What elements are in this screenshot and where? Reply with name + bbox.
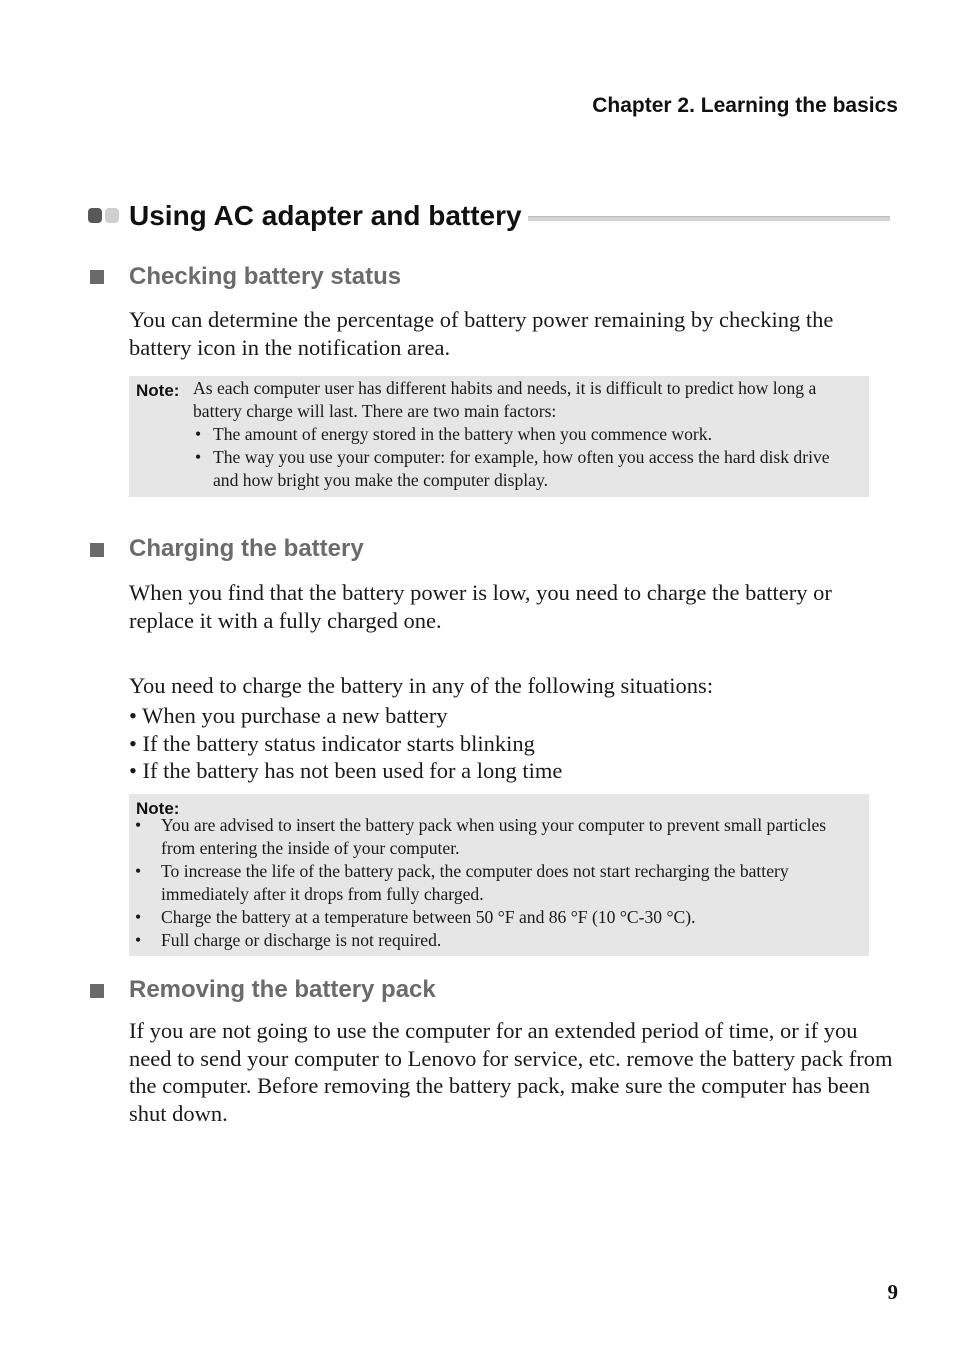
section-title: Using AC adapter and battery	[129, 200, 522, 231]
list-item: • If the battery has not been used for a long time	[129, 757, 899, 785]
note-item: • Charge the battery at a temperature between 50 °F and 86 °F (10 °C-30 °C).	[129, 906, 864, 929]
note-item: • Full charge or discharge is not required.	[129, 929, 864, 952]
list-item: • If the battery status indicator starts blinking	[129, 730, 899, 758]
list-item: • When you purchase a new battery	[129, 702, 899, 730]
subheading-removing: Removing the battery pack	[129, 976, 436, 1003]
square-bullet-icon	[90, 543, 104, 557]
note-label: Note:	[136, 381, 180, 400]
note-item: • The way you use your computer: for example, how often you access the hard disk drive and how bright you make the computer display.	[193, 446, 857, 492]
subheading-checking: Checking battery status	[129, 263, 402, 290]
square-bullet-icon	[90, 984, 104, 998]
charging-body: When you find that the battery power is low, you need to charge the battery or replace it with a fully charged one.	[129, 580, 832, 633]
note-label: Note:	[136, 799, 180, 818]
checking-body: You can determine the percentage of battery power remaining by checking the battery icon in the notification area.	[129, 307, 834, 360]
situations-list	[129, 702, 899, 785]
title-rule	[528, 216, 890, 221]
removing-body: If you are not going to use the computer for an extended period of time, or if you need to send your computer to Lenovo for service, etc. remove the battery pack from the computer. Before removing the battery pack, make sure the computer has been shut down.	[129, 1018, 893, 1126]
note-item: • You are advised to insert the battery pack when using your computer to prevent small particles from entering the inside of your computer.	[129, 814, 864, 860]
note-item: • The amount of energy stored in the battery when you commence work.	[193, 423, 857, 446]
note-item: • To increase the life of the battery pack, the computer does not start recharging the battery immediately after it drops from fully charged.	[129, 860, 864, 906]
subheading-charging: Charging the battery	[129, 535, 364, 562]
note-intro: As each computer user has different habits and needs, it is difficult to predict how long a battery charge will last. There are two main factors:	[193, 378, 817, 421]
situations-intro: You need to charge the battery in any of the following situations:	[129, 673, 714, 698]
section-title-row	[88, 200, 892, 240]
note-box-charging	[129, 794, 869, 956]
square-bullet-icon	[90, 270, 104, 284]
note-box-checking	[129, 376, 869, 497]
page-number: 9	[887, 1280, 898, 1304]
chapter-header: Chapter 2. Learning the basics	[592, 94, 898, 117]
